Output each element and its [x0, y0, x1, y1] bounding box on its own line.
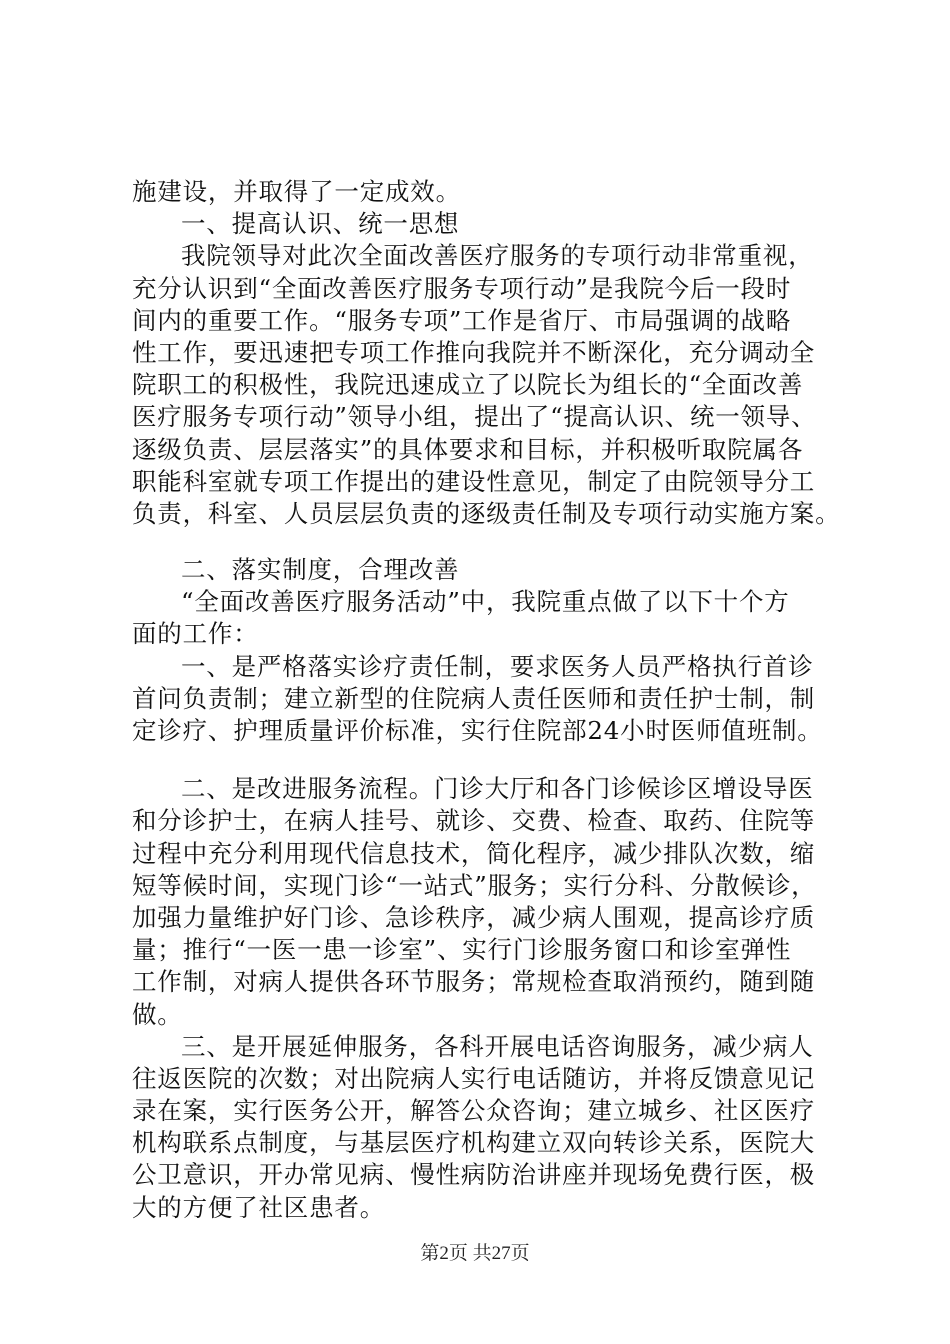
text-line: 工作制，对病人提供各环节服务；常规检查取消预约，随到随 — [132, 967, 816, 997]
text-line: 职能科室就专项工作提出的建设性意见，制定了由院领导分工 — [132, 466, 816, 496]
text-line: 量；推行“一医一患一诊室”、实行门诊服务窗口和诊室弹性 — [132, 935, 792, 965]
section-heading: 一、提高认识、统一思想 — [181, 209, 460, 239]
text-line: 录在案，实行医务公开，解答公众咨询；建立城乡、社区医疗 — [132, 1096, 816, 1126]
text-line: 加强力量维护好门诊、急诊秩序，减少病人围观，提高诊疗质 — [132, 902, 816, 932]
text-line: 负责，科室、人员层层负责的逐级责任制及专项行动实施方案。 — [132, 498, 841, 528]
text-line: 往返医院的次数；对出院病人实行电话随访，并将反馈意见记 — [132, 1063, 816, 1093]
text-line: 三、是开展延伸服务，各科开展电话咨询服务，减少病人 — [181, 1031, 814, 1061]
text-line: 间内的重要工作。“服务专项”工作是省厅、市局强调的战略 — [132, 305, 792, 335]
document-body — [132, 176, 841, 1224]
text-line: 过程中充分利用现代信息技术，简化程序，减少排队次数，缩 — [132, 838, 816, 868]
paragraph-gap — [132, 747, 832, 773]
text-line: 我院领导对此次全面改善医疗服务的专项行动非常重视， — [181, 241, 814, 271]
text-line: 面的工作： — [132, 619, 259, 649]
text-line: 一、是严格落实诊疗责任制，要求医务人员严格执行首诊 — [181, 651, 814, 681]
text-line: 医疗服务专项行动”领导小组，提出了“提高认识、统一领导、 — [132, 402, 817, 432]
text-line: 逐级负责、层层落实”的具体要求和目标，并积极听取院属各 — [132, 434, 804, 464]
text-line: 院职工的积极性，我院迅速成立了以院长为组长的“全面改善 — [132, 370, 804, 400]
text-line: “全面改善医疗服务活动”中，我院重点做了以下十个方 — [181, 587, 790, 617]
text-line: 短等候时间，实现门诊“一站式”服务；实行分科、分散候诊， — [132, 870, 817, 900]
text-line: 和分诊护士，在病人挂号、就诊、交费、检查、取药、住院等 — [132, 806, 816, 836]
page-footer: 第2页 共27页 — [420, 1243, 530, 1264]
text-line: 大的方便了社区患者。 — [132, 1192, 385, 1222]
text-line: 公卫意识，开办常见病、慢性病防治讲座并现场免费行医，极 — [132, 1160, 816, 1190]
text-line: 首问负责制；建立新型的住院病人责任医师和责任护士制，制 — [132, 683, 816, 713]
text-line: 机构联系点制度，与基层医疗机构建立双向转诊关系，医院大 — [132, 1128, 816, 1158]
text-line: 定诊疗、护理质量评价标准，实行住院部24小时医师值班制。 — [132, 716, 823, 745]
text-line: 充分认识到“全面改善医疗服务专项行动”是我院今后一段时 — [132, 273, 792, 303]
section-heading: 二、落实制度，合理改善 — [181, 555, 460, 585]
text-line: 做。 — [132, 999, 183, 1029]
text-line: 性工作，要迅速把专项工作推向我院并不断深化，充分调动全 — [132, 337, 816, 367]
text-line: 二、是改进服务流程。门诊大厅和各门诊候诊区增设导医 — [181, 774, 814, 804]
paragraph-gap — [132, 530, 832, 554]
text-line: 施建设，并取得了一定成效。 — [132, 177, 461, 206]
